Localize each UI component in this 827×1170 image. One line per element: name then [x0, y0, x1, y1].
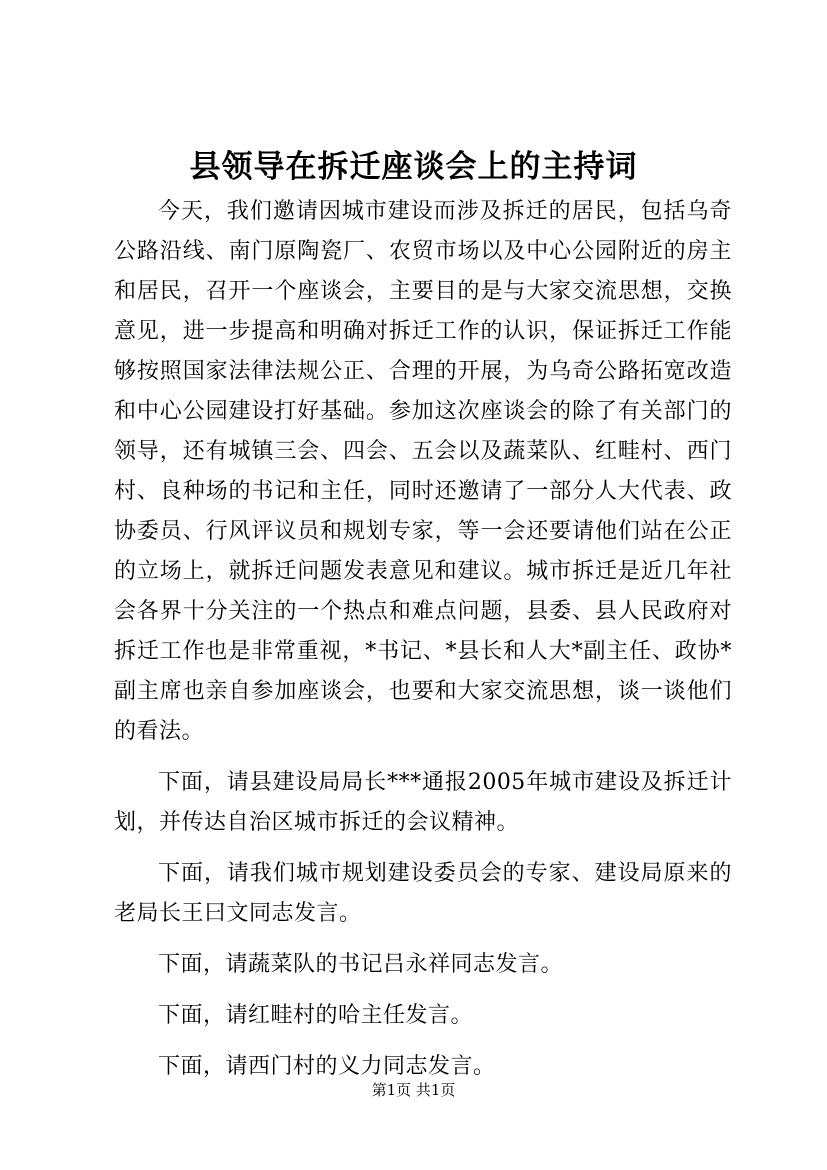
paragraph-opening: 今天，我们邀请因城市建设而涉及拆迁的居民，包括乌奇公路沿线、南门原陶瓷厂、农贸市场以及中心公园附近的房主和居民，召开一个座谈会，主要目的是与大家交流思想，交换意见，进一步提高和明确对拆迁工作的认识，保证拆迁工作能够按照国家法律法规公正、合理的开展，为乌奇公路拓宽改造和中心公园建设打好基础。参加这次座谈会的除了有关部门的领导，还有城镇三会、四会、五会以及蔬菜队、红畦村、西门村、良种场的书记和主任，同时还邀请了一部分人大代表、政协委员、行风评议员和规划专家，等一会还要请他们站在公正的立场上，就拆迁问题发表意见和建议。城市拆迁是近几年社会各界十分关注的一个热点和难点问题，县委、县人民政府对拆迁工作也是非常重视，*书记、*县长和人大*副主任、政协*副主席也亲自参加座谈会，也要和大家交流思想，谈一谈他们的看法。 — [114, 199, 732, 744]
paragraph-3: 下面，请我们城市规划建设委员会的专家、建设局原来的老局长王曰文同志发言。 — [114, 861, 732, 926]
document-title: 县领导在拆迁座谈会上的主持词 — [189, 149, 638, 185]
paragraph-4: 下面，请蔬菜队的书记吕永祥同志发言。 — [158, 952, 564, 977]
page-number-footer: 第1页 共1页 — [371, 1081, 456, 1099]
paragraph-5: 下面，请红畦村的哈主任发言。 — [158, 1003, 474, 1028]
document-body — [114, 192, 732, 1087]
paragraph-6: 下面，请西门村的义力同志发言。 — [158, 1054, 496, 1079]
paragraph-2: 下面，请县建设局局长***通报2005年城市建设及拆迁计划，并传达自治区城市拆迁的会议精神。 — [114, 770, 732, 835]
